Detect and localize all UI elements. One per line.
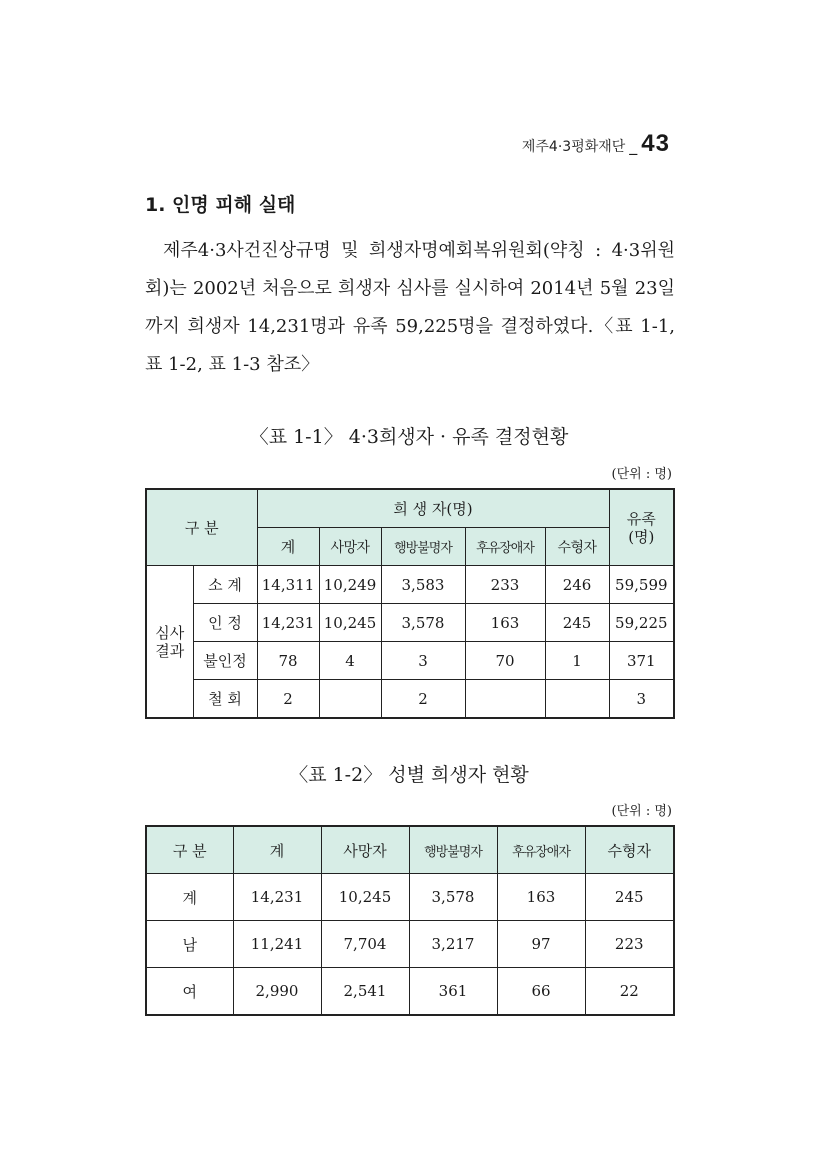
table1-caption: 〈표 1-1〉 4·3희생자 · 유족 결정현황 <box>249 426 569 448</box>
table-cell: 2 <box>257 680 319 719</box>
table1-col-header: 수형자 <box>545 528 609 566</box>
table-cell: 163 <box>465 604 545 642</box>
table1-col-header: 후유장애자 <box>465 528 545 566</box>
table1-col-header: 사망자 <box>319 528 381 566</box>
row-label: 계 <box>146 874 233 921</box>
table-cell: 10,245 <box>319 604 381 642</box>
table-cell: 2,541 <box>321 968 409 1016</box>
table-cell: 14,231 <box>257 604 319 642</box>
table2-col-header: 구 분 <box>146 826 233 874</box>
header-separator: _ <box>629 136 638 155</box>
table-cell: 66 <box>497 968 585 1016</box>
table1-header-row <box>146 489 674 528</box>
table2-col-header: 계 <box>233 826 321 874</box>
table-cell: 163 <box>497 874 585 921</box>
table2-col-header: 수형자 <box>585 826 674 874</box>
table-cell: 14,231 <box>233 874 321 921</box>
table1-family-header <box>609 489 674 566</box>
table1-victims-group: 희 생 자(명) <box>257 489 609 528</box>
table-row <box>146 566 674 604</box>
table-cell: 245 <box>585 874 674 921</box>
table-cell: 7,704 <box>321 921 409 968</box>
table-cell: 3 <box>381 642 465 680</box>
table-cell: 2,990 <box>233 968 321 1016</box>
table-cell: 4 <box>319 642 381 680</box>
table-cell: 10,249 <box>319 566 381 604</box>
table-cell: 1 <box>545 642 609 680</box>
table-cell: 2 <box>381 680 465 719</box>
table-cell: 78 <box>257 642 319 680</box>
table-cell: 245 <box>545 604 609 642</box>
table-row <box>146 642 674 680</box>
table-cell <box>545 680 609 719</box>
table-cell: 97 <box>497 921 585 968</box>
table1-family-header-line1: 유족 <box>626 509 656 528</box>
page-number: 43 <box>641 130 670 157</box>
table-cell: 59,599 <box>609 566 674 604</box>
table-cell: 371 <box>609 642 674 680</box>
table-row <box>146 680 674 719</box>
table2-unit: (단위 : 명) <box>611 804 672 819</box>
row-label: 인 정 <box>193 604 257 642</box>
table-cell: 70 <box>465 642 545 680</box>
table-cell: 59,225 <box>609 604 674 642</box>
table-cell: 3,578 <box>381 604 465 642</box>
section-title: 1. 인명 피해 실태 <box>145 194 296 216</box>
row-label: 남 <box>146 921 233 968</box>
table1-header-group: 구 분 <box>146 489 257 566</box>
table-cell: 361 <box>409 968 497 1016</box>
table2-col-header: 행방불명자 <box>409 826 497 874</box>
table1-col-header: 계 <box>257 528 319 566</box>
table-cell <box>319 680 381 719</box>
table2-caption: 〈표 1-2〉 성별 희생자 현황 <box>289 764 529 786</box>
table1-row-group <box>146 566 193 719</box>
table-cell: 10,245 <box>321 874 409 921</box>
table-cell: 3 <box>609 680 674 719</box>
table-row <box>146 921 674 968</box>
table1-family-header-line2: (명) <box>628 527 655 546</box>
row-label: 소 계 <box>193 566 257 604</box>
table-cell: 22 <box>585 968 674 1016</box>
table-cell: 246 <box>545 566 609 604</box>
table-row <box>146 604 674 642</box>
table-row <box>146 968 674 1016</box>
table1-col-header: 행방불명자 <box>381 528 465 566</box>
table1-row-group-line1: 심사 <box>155 623 185 642</box>
row-label: 철 회 <box>193 680 257 719</box>
table2-col-header: 후유장애자 <box>497 826 585 874</box>
row-label: 불인정 <box>193 642 257 680</box>
table1 <box>145 488 675 719</box>
table-cell: 3,578 <box>409 874 497 921</box>
table-cell: 11,241 <box>233 921 321 968</box>
body-paragraph: 제주4·3사건진상규명 및 희생자명예회복위원회(약칭 : 4·3위원회)는 2002년 처음으로 희생자 심사를 실시하여 2014년 5월 23일까지 희생자 14,231명과 유족 59,225명을 결정하였다.〈표 1-1, 표 1-2, 표 1-3 참조〉 <box>145 240 675 375</box>
table-cell: 3,583 <box>381 566 465 604</box>
table2-col-header: 사망자 <box>321 826 409 874</box>
header-org: 제주4·3평화재단 <box>521 139 626 155</box>
table-cell: 3,217 <box>409 921 497 968</box>
table-cell: 223 <box>585 921 674 968</box>
row-label: 여 <box>146 968 233 1016</box>
table-cell: 14,311 <box>257 566 319 604</box>
table-cell: 233 <box>465 566 545 604</box>
table-cell <box>465 680 545 719</box>
table1-row-group-line2: 결과 <box>155 641 185 660</box>
table2-header-row <box>146 826 674 874</box>
table-row <box>146 874 674 921</box>
running-header <box>522 130 670 158</box>
table1-unit: (단위 : 명) <box>611 467 672 482</box>
table2 <box>145 825 675 1016</box>
